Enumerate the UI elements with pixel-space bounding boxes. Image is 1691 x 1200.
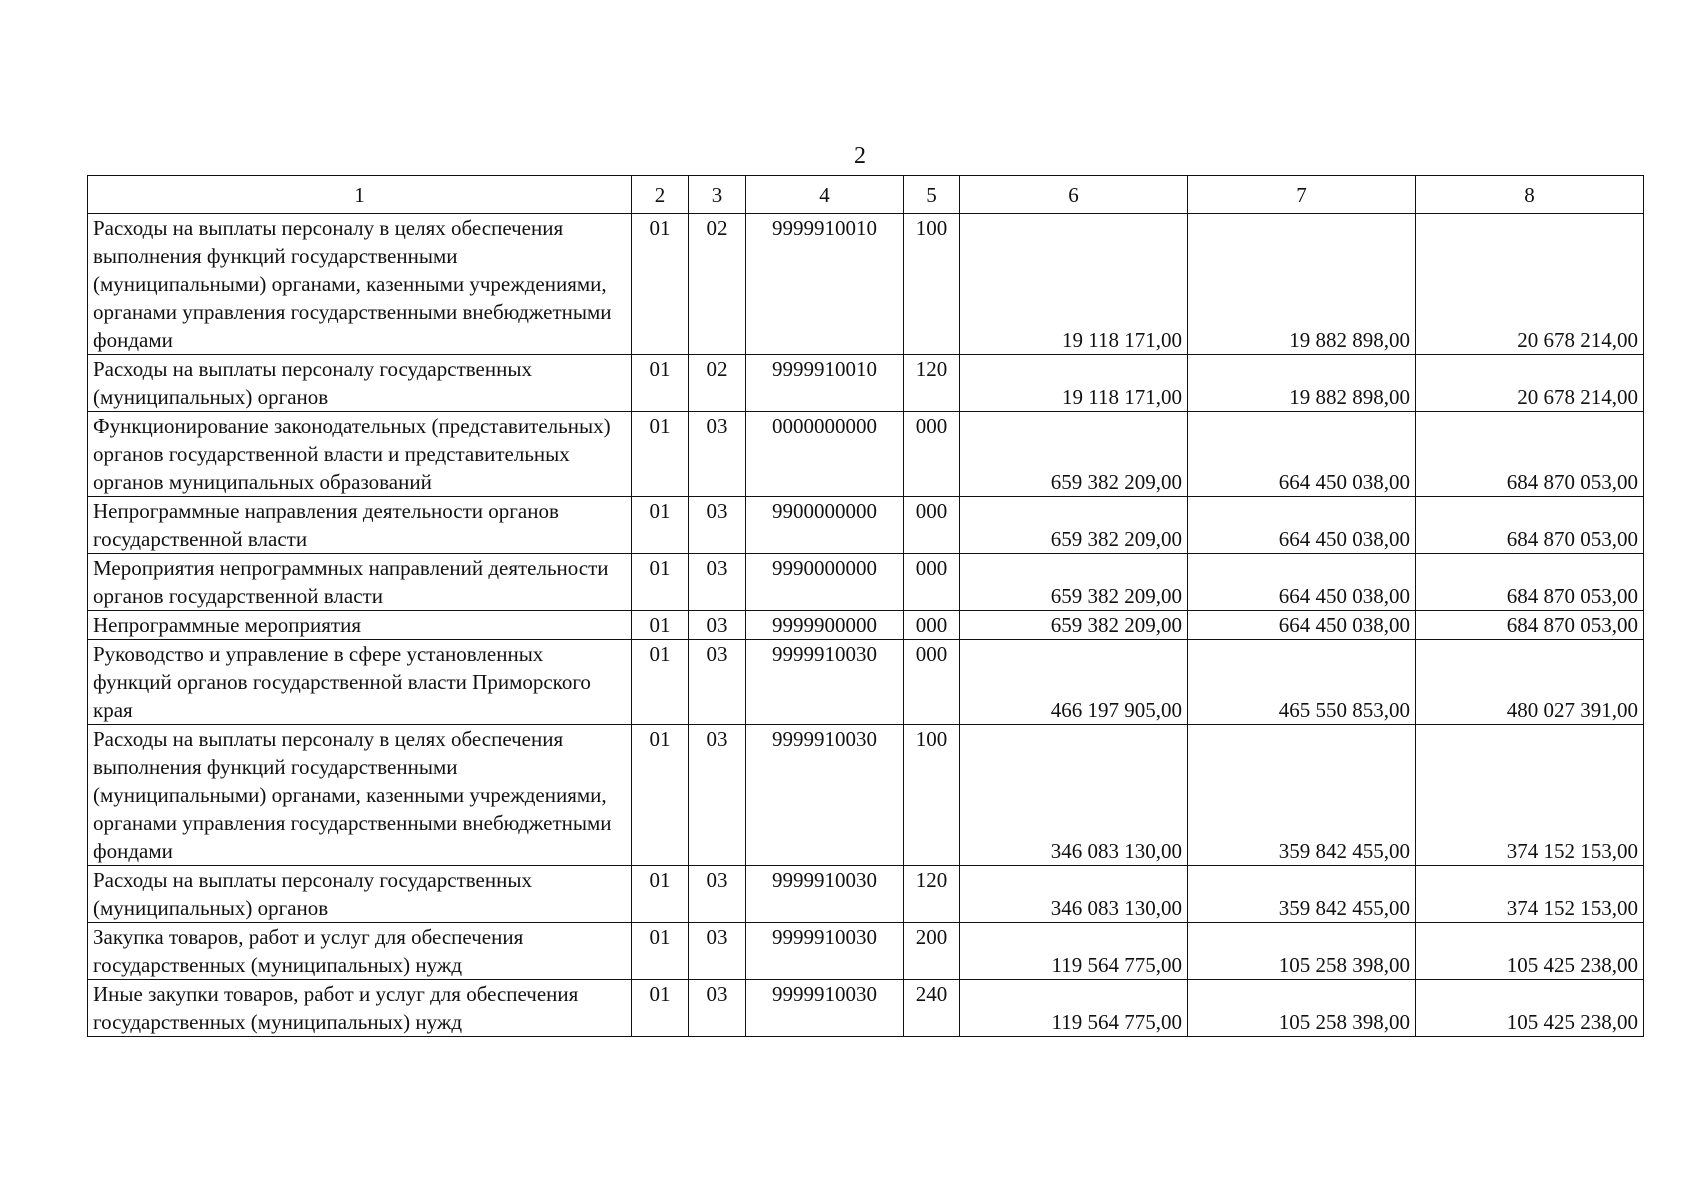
target-article-cell: 9999910030 — [746, 640, 904, 725]
expense-name-cell: Функционирование законодательных (представительных) органов государственной власти и представительных органов муниципальных образований — [88, 412, 632, 497]
amount-col7-cell: 664 450 038,00 — [1188, 554, 1416, 611]
target-article-cell: 9999900000 — [746, 611, 904, 640]
amount-col6-cell: 659 382 209,00 — [960, 412, 1188, 497]
subsection-code-cell: 03 — [689, 725, 746, 866]
table-row — [88, 611, 1644, 640]
table-row — [88, 640, 1644, 725]
expense-type-cell: 100 — [904, 214, 960, 355]
amount-col8-cell: 374 152 153,00 — [1416, 725, 1644, 866]
expense-name-cell: Расходы на выплаты персоналу государственных (муниципальных) органов — [88, 866, 632, 923]
expense-name-cell: Иные закупки товаров, работ и услуг для обеспечения государственных (муниципальных) нужд — [88, 980, 632, 1037]
header-cell-7: 7 — [1188, 176, 1416, 214]
table-row — [88, 412, 1644, 497]
amount-col6-cell: 119 564 775,00 — [960, 923, 1188, 980]
amount-col8-cell: 105 425 238,00 — [1416, 980, 1644, 1037]
expense-type-cell: 240 — [904, 980, 960, 1037]
table-row — [88, 554, 1644, 611]
amount-col8-cell: 684 870 053,00 — [1416, 412, 1644, 497]
expense-name-cell: Расходы на выплаты персоналу в целях обеспечения выполнения функций государственными (муниципальными) органами, казенными учреждениями, органами управления государственными внебюджетными фондами — [88, 725, 632, 866]
amount-col7-cell: 664 450 038,00 — [1188, 497, 1416, 554]
amount-col7-cell: 359 842 455,00 — [1188, 725, 1416, 866]
expense-type-cell: 100 — [904, 725, 960, 866]
amount-col7-cell: 664 450 038,00 — [1188, 611, 1416, 640]
table-body — [88, 214, 1644, 1037]
amount-col8-cell: 684 870 053,00 — [1416, 611, 1644, 640]
section-code-cell: 01 — [632, 554, 689, 611]
target-article-cell: 9999910030 — [746, 923, 904, 980]
subsection-code-cell: 03 — [689, 866, 746, 923]
table-header — [88, 176, 1644, 214]
amount-col6-cell: 119 564 775,00 — [960, 980, 1188, 1037]
target-article-cell: 9900000000 — [746, 497, 904, 554]
expense-name-cell: Непрограммные направления деятельности органов государственной власти — [88, 497, 632, 554]
header-cell-8: 8 — [1416, 176, 1644, 214]
section-code-cell: 01 — [632, 866, 689, 923]
subsection-code-cell: 03 — [689, 640, 746, 725]
amount-col7-cell: 465 550 853,00 — [1188, 640, 1416, 725]
target-article-cell: 9999910010 — [746, 355, 904, 412]
expense-type-cell: 000 — [904, 640, 960, 725]
amount-col7-cell: 105 258 398,00 — [1188, 980, 1416, 1037]
amount-col6-cell: 19 118 171,00 — [960, 214, 1188, 355]
expense-name-cell: Закупка товаров, работ и услуг для обеспечения государственных (муниципальных) нужд — [88, 923, 632, 980]
table-row — [88, 725, 1644, 866]
expense-type-cell: 000 — [904, 611, 960, 640]
section-code-cell: 01 — [632, 611, 689, 640]
amount-col8-cell: 105 425 238,00 — [1416, 923, 1644, 980]
header-cell-4: 4 — [746, 176, 904, 214]
table-row — [88, 980, 1644, 1037]
subsection-code-cell: 02 — [689, 355, 746, 412]
section-code-cell: 01 — [632, 497, 689, 554]
subsection-code-cell: 03 — [689, 554, 746, 611]
section-code-cell: 01 — [632, 214, 689, 355]
header-row — [88, 176, 1644, 214]
expense-type-cell: 000 — [904, 554, 960, 611]
amount-col6-cell: 659 382 209,00 — [960, 611, 1188, 640]
section-code-cell: 01 — [632, 725, 689, 866]
table-row — [88, 923, 1644, 980]
expense-name-cell: Расходы на выплаты персоналу государственных (муниципальных) органов — [88, 355, 632, 412]
subsection-code-cell: 03 — [689, 497, 746, 554]
amount-col7-cell: 19 882 898,00 — [1188, 355, 1416, 412]
expense-type-cell: 120 — [904, 355, 960, 412]
page-number: 2 — [854, 143, 866, 169]
target-article-cell: 9999910030 — [746, 725, 904, 866]
amount-col6-cell: 659 382 209,00 — [960, 497, 1188, 554]
expense-name-cell: Расходы на выплаты персоналу в целях обеспечения выполнения функций государственными (муниципальными) органами, казенными учреждениями, органами управления государственными внебюджетными фондами — [88, 214, 632, 355]
amount-col8-cell: 20 678 214,00 — [1416, 355, 1644, 412]
subsection-code-cell: 03 — [689, 412, 746, 497]
section-code-cell: 01 — [632, 923, 689, 980]
amount-col8-cell: 684 870 053,00 — [1416, 497, 1644, 554]
amount-col6-cell: 346 083 130,00 — [960, 866, 1188, 923]
header-cell-5: 5 — [904, 176, 960, 214]
expense-name-cell: Мероприятия непрограммных направлений деятельности органов государственной власти — [88, 554, 632, 611]
table-row — [88, 497, 1644, 554]
target-article-cell: 9999910030 — [746, 866, 904, 923]
amount-col6-cell: 466 197 905,00 — [960, 640, 1188, 725]
target-article-cell: 0000000000 — [746, 412, 904, 497]
amount-col8-cell: 480 027 391,00 — [1416, 640, 1644, 725]
subsection-code-cell: 02 — [689, 214, 746, 355]
amount-col8-cell: 684 870 053,00 — [1416, 554, 1644, 611]
expense-type-cell: 000 — [904, 497, 960, 554]
table-row — [88, 355, 1644, 412]
table-row — [88, 214, 1644, 355]
section-code-cell: 01 — [632, 355, 689, 412]
table-row — [88, 866, 1644, 923]
expense-name-cell: Руководство и управление в сфере установленных функций органов государственной власти Приморского края — [88, 640, 632, 725]
amount-col8-cell: 374 152 153,00 — [1416, 866, 1644, 923]
subsection-code-cell: 03 — [689, 923, 746, 980]
section-code-cell: 01 — [632, 980, 689, 1037]
amount-col7-cell: 664 450 038,00 — [1188, 412, 1416, 497]
amount-col8-cell: 20 678 214,00 — [1416, 214, 1644, 355]
amount-col6-cell: 19 118 171,00 — [960, 355, 1188, 412]
amount-col6-cell: 346 083 130,00 — [960, 725, 1188, 866]
amount-col7-cell: 359 842 455,00 — [1188, 866, 1416, 923]
expense-type-cell: 120 — [904, 866, 960, 923]
target-article-cell: 9999910030 — [746, 980, 904, 1037]
subsection-code-cell: 03 — [689, 980, 746, 1037]
subsection-code-cell: 03 — [689, 611, 746, 640]
header-cell-1: 1 — [88, 176, 632, 214]
amount-col6-cell: 659 382 209,00 — [960, 554, 1188, 611]
expense-type-cell: 000 — [904, 412, 960, 497]
header-cell-6: 6 — [960, 176, 1188, 214]
budget-table — [87, 175, 1644, 1037]
target-article-cell: 9990000000 — [746, 554, 904, 611]
amount-col7-cell: 19 882 898,00 — [1188, 214, 1416, 355]
section-code-cell: 01 — [632, 412, 689, 497]
target-article-cell: 9999910010 — [746, 214, 904, 355]
header-cell-3: 3 — [689, 176, 746, 214]
section-code-cell: 01 — [632, 640, 689, 725]
expense-type-cell: 200 — [904, 923, 960, 980]
amount-col7-cell: 105 258 398,00 — [1188, 923, 1416, 980]
expense-name-cell: Непрограммные мероприятия — [88, 611, 632, 640]
header-cell-2: 2 — [632, 176, 689, 214]
